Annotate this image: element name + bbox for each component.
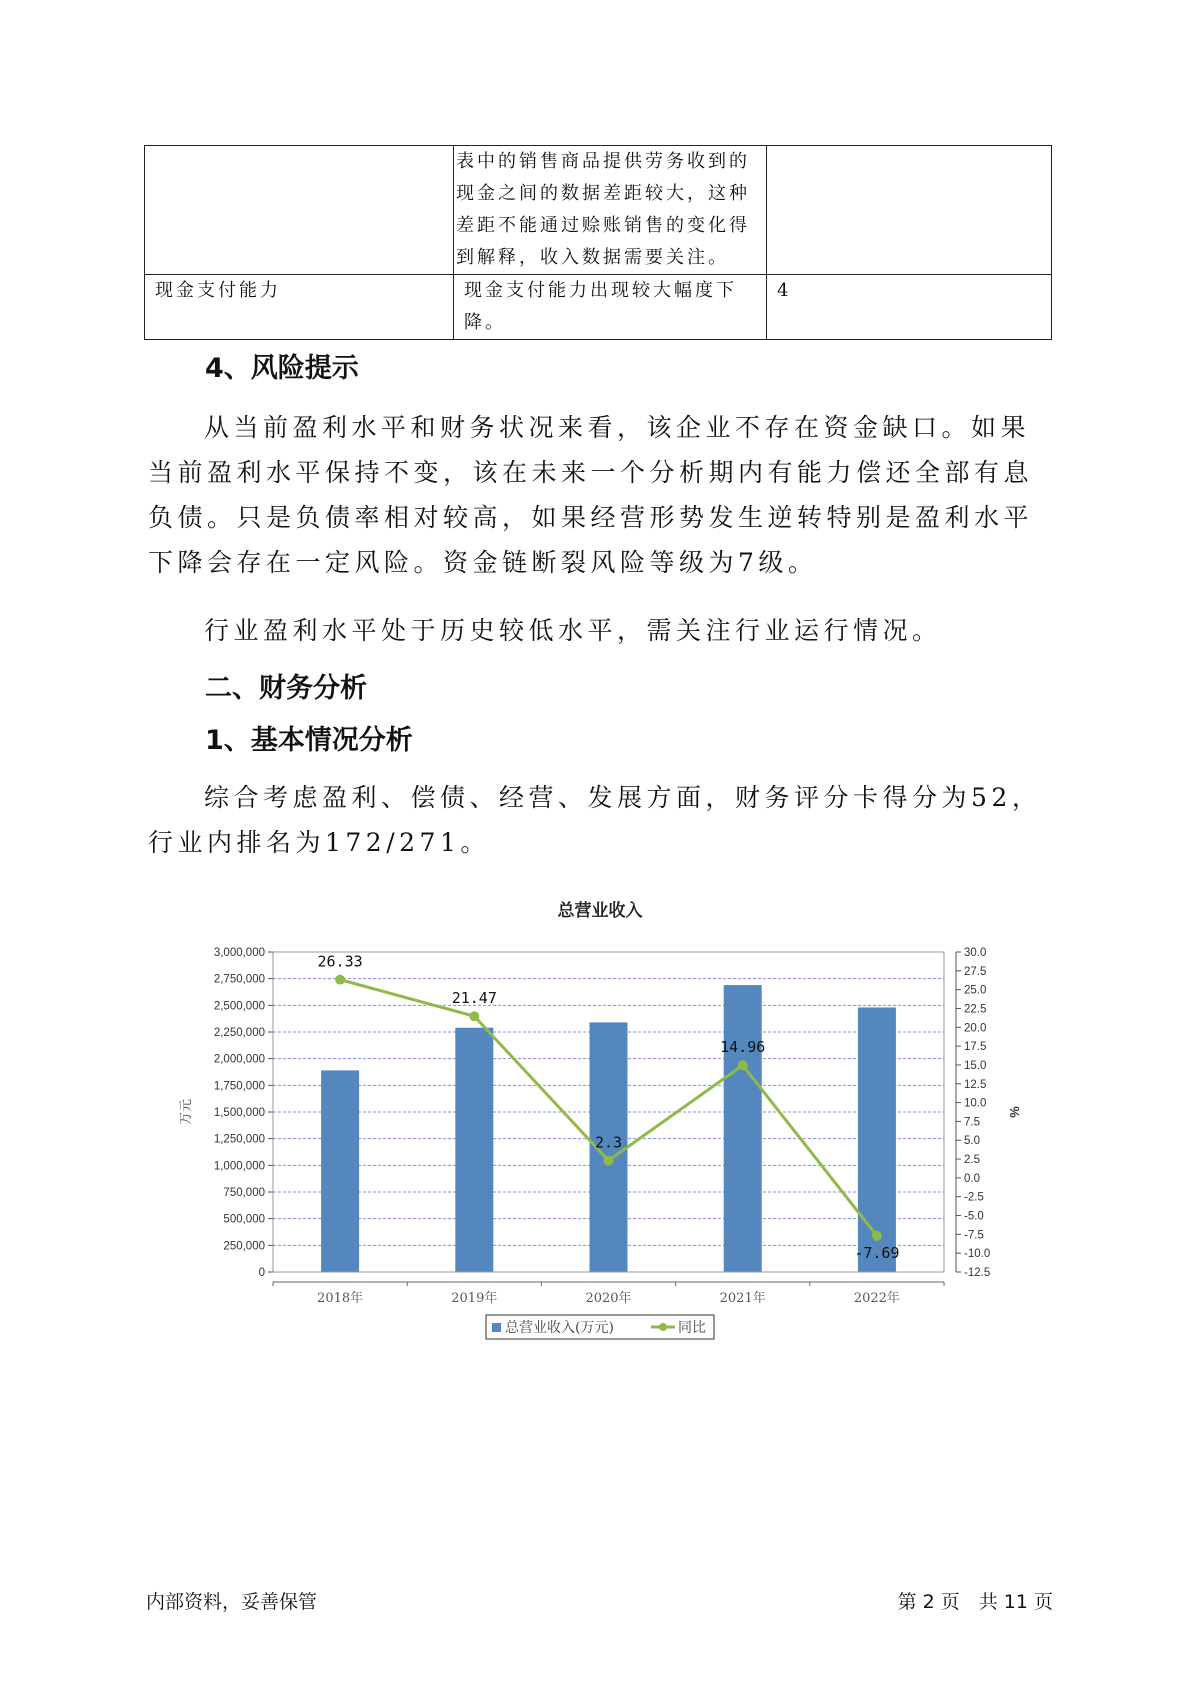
section-heading-risk: 4、风险提示 xyxy=(205,353,359,384)
right-tick-label: -12.5 xyxy=(964,1267,991,1279)
right-tick-label: -2.5 xyxy=(964,1191,984,1204)
left-tick-label: 3,000,000 xyxy=(213,947,265,959)
yoy-data-label: 14.96 xyxy=(720,1038,766,1057)
yoy-point xyxy=(469,1011,479,1021)
right-tick-label: 20.0 xyxy=(964,1022,987,1035)
right-tick-label: 15.0 xyxy=(964,1059,987,1072)
right-tick-label: 12.5 xyxy=(964,1078,987,1091)
revenue-chart xyxy=(170,895,1030,1359)
table-cell: 现金支付能力出现较大幅度下降。 xyxy=(454,275,767,340)
left-tick-label: 250,000 xyxy=(223,1240,265,1253)
left-tick-label: 1,000,000 xyxy=(213,1160,265,1173)
right-tick-label: 10.0 xyxy=(964,1097,987,1110)
left-tick-label: 1,500,000 xyxy=(213,1107,265,1119)
left-tick-label: 2,250,000 xyxy=(213,1027,265,1039)
left-tick-label: 0 xyxy=(258,1267,265,1279)
page-number: 第 2 页 共 11 页 xyxy=(897,1591,1053,1613)
yoy-point xyxy=(738,1060,748,1070)
yoy-data-label: 26.33 xyxy=(317,952,363,971)
summary-table xyxy=(144,145,1052,340)
right-tick-label: 17.5 xyxy=(964,1041,987,1054)
legend-bar-swatch xyxy=(492,1323,501,1332)
left-tick-label: 2,750,000 xyxy=(213,973,265,986)
left-tick-label: 1,750,000 xyxy=(213,1080,265,1093)
legend-line-label: 同比 xyxy=(678,1320,706,1336)
table-cell: 表中的销售商品提供劳务收到的现金之间的数据差距较大，这种差距不能通过赊账销售的变化得到解释，收入数据需要关注。 xyxy=(454,146,767,275)
industry-paragraph: 行业盈利水平处于历史较低水平，需关注行业运行情况。 xyxy=(204,616,942,645)
right-tick-label: 30.0 xyxy=(964,947,987,959)
left-tick-label: 500,000 xyxy=(223,1213,265,1226)
yoy-data-label: 21.47 xyxy=(451,989,497,1008)
revenue-bar xyxy=(724,985,762,1272)
risk-paragraph: 从当前盈利水平和财务状况来看，该企业不存在资金缺口。如果当前盈利水平保持不变，该在未来一个分析期内有能力偿还全部有息负债。只是负债率相对较高，如果经营形势发生逆转特别是盈利水平下降会存在一定风险。资金链断裂风险等级为7级。 xyxy=(148,413,1034,577)
right-tick-label: 7.5 xyxy=(964,1116,980,1129)
right-tick-label: 22.5 xyxy=(964,1003,987,1016)
yoy-data-label: -7.69 xyxy=(854,1243,900,1262)
chart-title: 总营业收入 xyxy=(557,901,643,920)
left-tick-label: 2,500,000 xyxy=(213,1000,265,1013)
x-tick-label: 2021年 xyxy=(719,1291,766,1306)
section-heading-finance: 二、财务分析 xyxy=(205,673,367,704)
revenue-bar xyxy=(455,1028,493,1272)
left-axis-title: 万元 xyxy=(178,1098,193,1126)
right-tick-label: -5.0 xyxy=(964,1210,984,1223)
table-cell: 4 xyxy=(767,275,1052,340)
right-tick-label: 2.5 xyxy=(964,1154,980,1167)
left-tick-label: 1,250,000 xyxy=(213,1133,265,1146)
yoy-data-label: 2.3 xyxy=(594,1133,623,1152)
left-tick-label: 750,000 xyxy=(223,1187,265,1199)
right-tick-label: -7.5 xyxy=(964,1229,984,1242)
table-cell xyxy=(145,146,454,275)
sub-heading-basic: 1、基本情况分析 xyxy=(205,725,413,756)
right-tick-label: 27.5 xyxy=(964,965,987,978)
score-paragraph: 综合考虑盈利、偿债、经营、发展方面，财务评分卡得分为52，行业内排名为172/271。 xyxy=(148,783,1042,857)
footer-note: 内部资料，妥善保管 xyxy=(146,1591,318,1613)
yoy-point xyxy=(872,1231,882,1241)
x-tick-label: 2022年 xyxy=(853,1291,900,1306)
right-tick-label: -10.0 xyxy=(964,1248,991,1261)
right-tick-label: 5.0 xyxy=(964,1135,980,1148)
x-tick-label: 2019年 xyxy=(451,1291,498,1306)
table-cell: 现金支付能力 xyxy=(145,275,454,340)
revenue-bar xyxy=(321,1070,359,1272)
left-tick-label: 2,000,000 xyxy=(213,1053,265,1066)
chart-svg xyxy=(170,895,1030,1355)
right-axis-title: % xyxy=(1007,1106,1022,1118)
x-tick-label: 2018年 xyxy=(317,1291,364,1306)
legend-line-marker xyxy=(659,1323,667,1331)
yoy-point xyxy=(335,975,345,985)
legend-bar-label: 总营业收入(万元) xyxy=(505,1320,614,1336)
yoy-point xyxy=(604,1156,614,1166)
right-tick-label: 0.0 xyxy=(964,1172,980,1185)
table-cell xyxy=(767,146,1052,275)
right-tick-label: 25.0 xyxy=(964,984,987,997)
x-tick-label: 2020年 xyxy=(585,1291,632,1306)
